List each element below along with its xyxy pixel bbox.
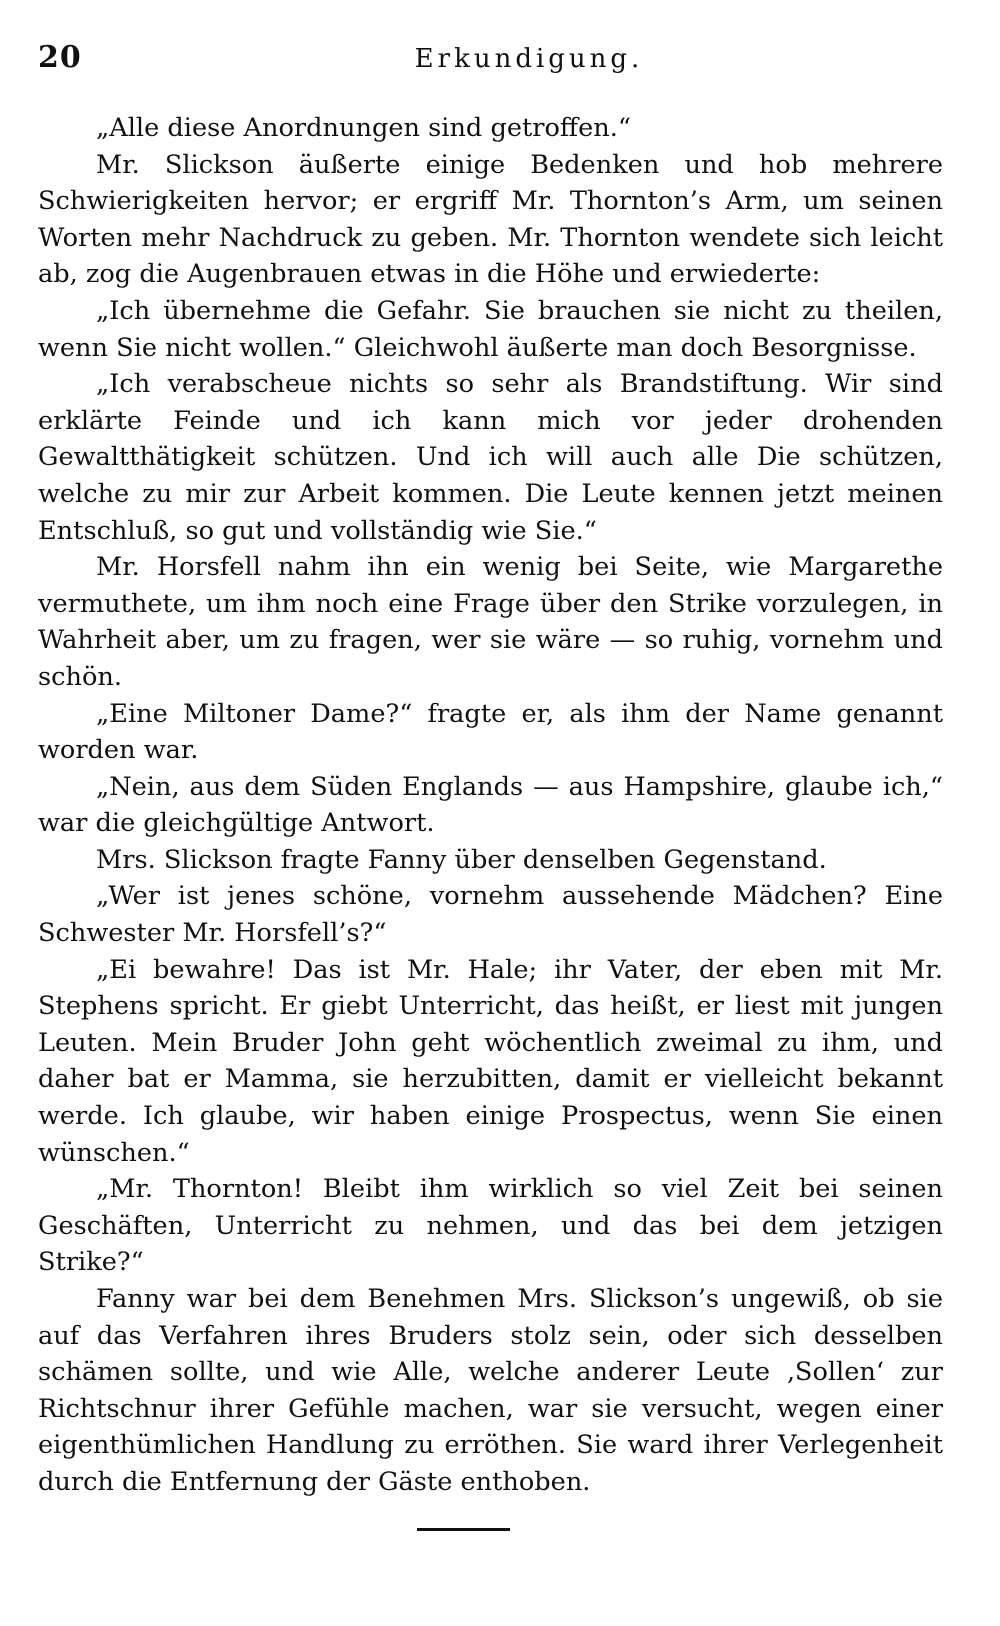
paragraph: „Wer ist jenes schöne, vornehm aussehende Mädchen? Eine Schwester Mr. Horsfell’s?“ — [38, 881, 943, 949]
paragraph: „Ich übernehme die Gefahr. Sie brauchen sie nicht zu theilen, wenn Sie nicht wollen.“ Gleichwohl äußerte man doch Besorgnisse. — [38, 295, 943, 363]
page-header — [38, 40, 960, 80]
running-title: Erkundigung. — [414, 44, 644, 74]
paragraph: „Alle diese Anordnungen sind getroffen.“ — [96, 113, 631, 143]
page-number: 20 — [38, 40, 82, 75]
paragraph: Mr. Horsfell nahm ihn ein wenig bei Seite, wie Margarethe vermuthete, um ihm noch eine Frage über den Strike vorzulegen, in Wahrheit aber, um zu fragen, wer sie wäre — so ruhig, vornehm und schön. — [38, 552, 943, 692]
body-text — [38, 110, 943, 1501]
section-end-rule — [417, 1528, 510, 1531]
paragraph: Mrs. Slickson fragte Fanny über denselben Gegenstand. — [96, 844, 827, 875]
paragraph: „Ich verabscheue nichts so sehr als Brandstiftung. Wir sind erklärte Feinde und ich kann mich vor jeder drohenden Gewaltthätigkeit schützen. Und ich will auch alle Die schützen, welche zu mir zur Arbeit kommen. Die Leute kennen jetzt meinen Entschluß, so gut und vollständig wie Sie.“ — [38, 369, 943, 546]
paragraph: „Ei bewahre! Das ist Mr. Hale; ihr Vater, der eben mit Mr. Stephens spricht. Er giebt Unterricht, das heißt, er liest mit jungen Leuten. Mein Bruder John geht wöchentlich zweimal zu ihm, und daher bat er Mamma, sie herzubitten, damit er vielleicht bekannt werde. Ich glaube, wir haben einige Prospectus, wenn Sie einen wünschen.“ — [38, 954, 943, 1168]
paragraph: Mr. Slickson äußerte einige Bedenken und hob mehrere Schwierigkeiten hervor; er ergriff Mr. Thornton’s Arm, um seinen Worten mehr Nachdruck zu geben. Mr. Thornton wendete sich leicht ab, zog die Augenbrauen etwas in die Höhe und erwiederte: — [38, 149, 943, 290]
paragraph: „Mr. Thornton! Bleibt ihm wirklich so viel Zeit bei seinen Geschäften, Unterricht zu nehmen, und das bei dem jetzigen Strike?“ — [38, 1174, 943, 1278]
paragraph: „Nein, aus dem Süden Englands — aus Hampshire, glaube ich,“ war die gleichgültige Antwort. — [38, 771, 943, 839]
paragraph: „Eine Miltoner Dame?“ fragte er, als ihm der Name genannt worden war. — [38, 698, 943, 766]
paragraph: Fanny war bei dem Benehmen Mrs. Slickson’s ungewiß, ob sie auf das Verfahren ihres Bruders stolz sein, oder sich desselben schämen sollte, und wie Alle, welche anderer Leute ‚Sollen‘ zur Richtschnur ihrer Gefühle machen, war sie versucht, wegen einer eigenthümlichen Handlung zu erröthen. Sie ward ihrer Verlegenheit durch die Entfernung der Gäste enthoben. — [38, 1284, 943, 1497]
